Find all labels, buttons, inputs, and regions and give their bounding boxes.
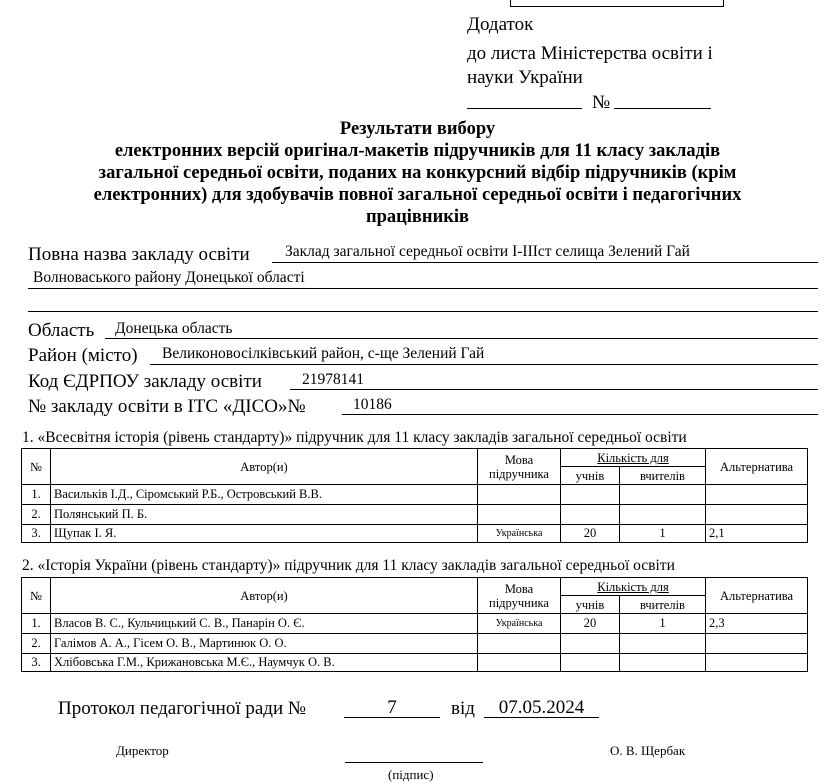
header-teachers: вчителів (619, 467, 705, 485)
row-teachers: 1 (619, 614, 705, 634)
row-author: Хлібовська Г.М., Крижановська М.Є., Наумчук О. В. (51, 654, 478, 672)
row-students (561, 505, 620, 525)
protocol-date: 07.05.2024 (498, 697, 585, 718)
row-alt: 2,3 (706, 614, 808, 634)
row-alt (706, 485, 808, 505)
section-1-heading: 1. «Всесвітня історія (рівень стандарту)» підручник для 11 класу закладів загальної середньої освіти (22, 429, 687, 446)
row-teachers (619, 505, 705, 525)
section-2-heading: 2. «Історія України (рівень стандарту)» підручник для 11 класу закладів загальної середньої освіти (22, 557, 675, 574)
protocol-from-label: від (451, 698, 475, 719)
addendum-line-2: до листа Міністерства освіти і (467, 43, 713, 64)
row-teachers (619, 485, 705, 505)
full-name-label: Повна назва закладу освіти (28, 244, 250, 265)
director-name: О. В. Щербак (610, 743, 686, 758)
letter-number-line (614, 108, 711, 109)
header-num: № (22, 449, 51, 485)
header-num: № (22, 578, 51, 614)
row-num: 1. (22, 485, 51, 505)
title-line: електронних версій оригінал-макетів підручників для 11 класу закладів (114, 141, 721, 161)
blank-underline (28, 311, 818, 312)
row-lang (478, 634, 561, 654)
row-teachers (619, 634, 705, 654)
row-lang (478, 485, 561, 505)
row-alt (706, 654, 808, 672)
row-students: 20 (561, 525, 620, 543)
header-author: Автор(и) (51, 449, 478, 485)
header-language: Мова підручника (478, 449, 561, 485)
its-underline (342, 414, 818, 415)
row-alt (706, 505, 808, 525)
row-author: Васильків І.Д., Сіромський Р.Б., Островський В.В. (51, 485, 478, 505)
table-row (22, 525, 808, 543)
row-author: Галімов А. А., Гісем О. В., Мартинюк О. О. (51, 634, 478, 654)
table-row (22, 614, 808, 634)
protocol-label: Протокол педагогічної ради № (58, 698, 307, 719)
protocol-date-underline (484, 717, 599, 718)
row-author: Власов В. С., Кульчицький С. В., Панарін О. Є. (51, 614, 478, 634)
title-line: загальної середньої освіти, поданих на конкурсний відбір підручників (крім (98, 163, 737, 183)
textbook-table-1 (21, 448, 808, 543)
table-row (22, 654, 808, 672)
row-num: 3. (22, 654, 51, 672)
document-title (20, 118, 815, 228)
district-label: Район (місто) (28, 345, 138, 366)
header-alternative: Альтернатива (706, 578, 808, 614)
row-lang (478, 654, 561, 672)
title-line: електронних) для здобувачів повної загальної середньої освіти і педагогічних (93, 185, 742, 205)
textbook-table-2 (21, 577, 808, 672)
registration-box (510, 0, 724, 7)
its-label: № закладу освіти в ІТС «ДІСО»№ (28, 396, 306, 417)
district-underline (150, 364, 818, 365)
row-num: 2. (22, 505, 51, 525)
full-name-value-continued: Волноваського району Донецької області (33, 269, 305, 286)
row-students (561, 634, 620, 654)
protocol-number-underline (344, 717, 440, 718)
row-author: Полянський П. Б. (51, 505, 478, 525)
full-name-underline-2 (28, 288, 818, 289)
row-students: 20 (561, 614, 620, 634)
number-sign: № (592, 92, 611, 113)
header-language: Мова підручника (478, 578, 561, 614)
addendum-title: Додаток (467, 14, 534, 35)
oblast-label: Область (28, 320, 95, 341)
row-lang: Українська (478, 614, 561, 634)
signature-caption: (підпис) (388, 767, 434, 782)
row-author: Щупак І. Я. (51, 525, 478, 543)
row-students (561, 485, 620, 505)
table-row (22, 505, 808, 525)
header-students: учнів (561, 596, 620, 614)
row-lang (478, 505, 561, 525)
full-name-value: Заклад загальної середньої освіти І-ІІІст селища Зелений Гай (285, 243, 690, 260)
oblast-value: Донецька область (115, 320, 233, 337)
edrpou-value: 21978141 (302, 371, 364, 388)
row-num: 1. (22, 614, 51, 634)
table-row (22, 634, 808, 654)
district-value: Великоновосілківський район, с-ще Зелений Гай (162, 345, 485, 362)
row-teachers: 1 (619, 525, 705, 543)
edrpou-underline (290, 389, 818, 390)
title-line: працівників (365, 207, 470, 227)
addendum-line-3: науки України (467, 67, 583, 88)
row-alt: 2,1 (706, 525, 808, 543)
row-teachers (619, 654, 705, 672)
signature-line (345, 762, 483, 763)
row-alt (706, 634, 808, 654)
oblast-underline (105, 338, 818, 339)
row-num: 2. (22, 634, 51, 654)
table-row (22, 485, 808, 505)
director-label: Директор (116, 743, 169, 758)
its-value: 10186 (353, 396, 392, 413)
title-line: Результати вибору (339, 119, 496, 139)
header-count: Кількість для (561, 449, 706, 467)
header-students: учнів (561, 467, 620, 485)
full-name-underline (272, 262, 818, 263)
letter-date-line (467, 108, 582, 109)
header-teachers: вчителів (619, 596, 705, 614)
row-lang: Українська (478, 525, 561, 543)
header-count: Кількість для (561, 578, 706, 596)
header-author: Автор(и) (51, 578, 478, 614)
header-alternative: Альтернатива (706, 449, 808, 485)
row-students (561, 654, 620, 672)
edrpou-label: Код ЄДРПОУ закладу освіти (28, 371, 262, 392)
protocol-number: 7 (387, 697, 397, 718)
row-num: 3. (22, 525, 51, 543)
